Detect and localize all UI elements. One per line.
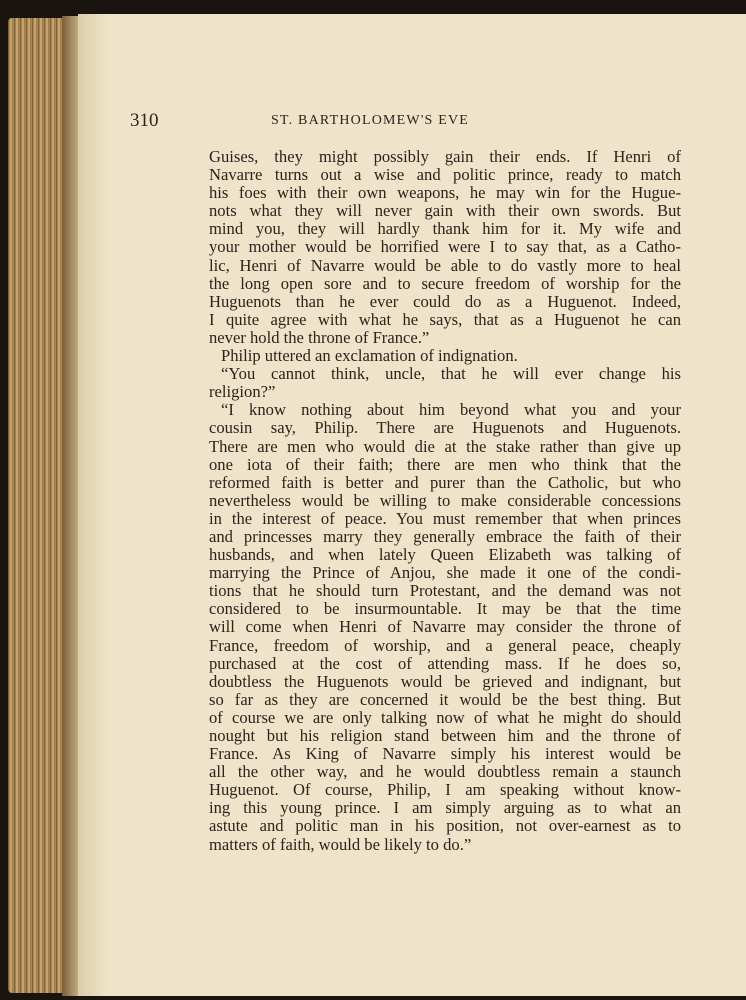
text-line: religion?” [209, 382, 276, 402]
body-text [209, 148, 681, 854]
text-line: all the other way, and he would doubtless remain a staunch [209, 762, 681, 782]
text-line: nevertheless would be willing to make considerable concessions [209, 490, 681, 510]
text-line: France, freedom of worship, and a general peace, cheaply [209, 635, 681, 655]
text-line: nots what they will never gain with their own swords. But [209, 201, 681, 221]
text-line: Guises, they might possibly gain their ends. If Henri of [209, 147, 681, 166]
text-line: Huguenot. Of course, Philip, I am speaking without know- [209, 780, 681, 800]
text-line: his foes with their own weapons, he may win for the Hugue- [209, 183, 681, 203]
text-line: cousin say, Philip. There are Huguenots and Huguenots. [209, 418, 681, 438]
text-line: matters of faith, would be likely to do.” [209, 834, 472, 854]
text-line: ing this young prince. I am simply arguing as to what an [209, 798, 681, 818]
page-number: 310 [130, 110, 159, 131]
text-line: France. As King of Navarre simply his interest would be [209, 744, 681, 764]
text-line: lic, Henri of Navarre would be able to do vastly more to heal [209, 255, 681, 275]
text-line: doubtless the Huguenots would be grieved and indignant, but [209, 671, 681, 691]
page-header [130, 110, 610, 136]
text-line: husbands, and when lately Queen Elizabeth was talking of [209, 545, 681, 565]
text-line: Navarre turns out a wise and politic prince, ready to match [209, 165, 681, 185]
text-line: marrying the Prince of Anjou, she made it one of the condi- [209, 563, 681, 583]
text-line: one iota of their faith; there are men who think that the [209, 454, 681, 474]
text-line: reformed faith is better and purer than the Catholic, but who [209, 472, 681, 492]
text-line: Huguenots than he ever could do as a Huguenot. Indeed, [209, 291, 681, 311]
text-line: astute and politic man in his position, not over-earnest as to [209, 816, 681, 836]
text-line: mind you, they will hardly thank him for it. My wife and [209, 219, 681, 239]
page-edges [8, 18, 70, 993]
text-line: will come when Henri of Navarre may consider the throne of [209, 617, 681, 637]
text-line: of course we are only talking now of what he might do should [209, 707, 681, 727]
text-line: There are men who would die at the stake rather than give up [209, 436, 681, 456]
text-line: never hold the throne of France.” [209, 327, 430, 347]
text-line: in the interest of peace. You must remember that when princes [209, 508, 681, 528]
text-line: “You cannot think, uncle, that he will ever change his [221, 364, 681, 384]
text-line: so far as they are concerned it would be the best thing. But [209, 689, 681, 709]
running-title: ST. BARTHOLOMEW'S EVE [270, 113, 470, 128]
text-line: purchased at the cost of attending mass. If he does so, [209, 653, 681, 673]
text-line: and princesses marry they generally embrace the faith of their [209, 526, 681, 546]
text-line: “I know nothing about him beyond what you and your [221, 400, 681, 420]
text-line: I quite agree with what he says, that as a Huguenot he can [209, 309, 681, 329]
text-line: Philip uttered an exclamation of indignation. [221, 346, 518, 366]
text-line: nought but his religion stand between him and the throne of [209, 726, 681, 745]
text-line: considered to be insurmountable. It may be that the time [209, 599, 681, 619]
text-line: the long open sore and to secure freedom of worship for the [209, 273, 681, 293]
text-line: tions that he should turn Protestant, and the demand was not [209, 581, 681, 601]
text-line: your mother would be horrified were I to say that, as a Catho- [209, 237, 681, 257]
